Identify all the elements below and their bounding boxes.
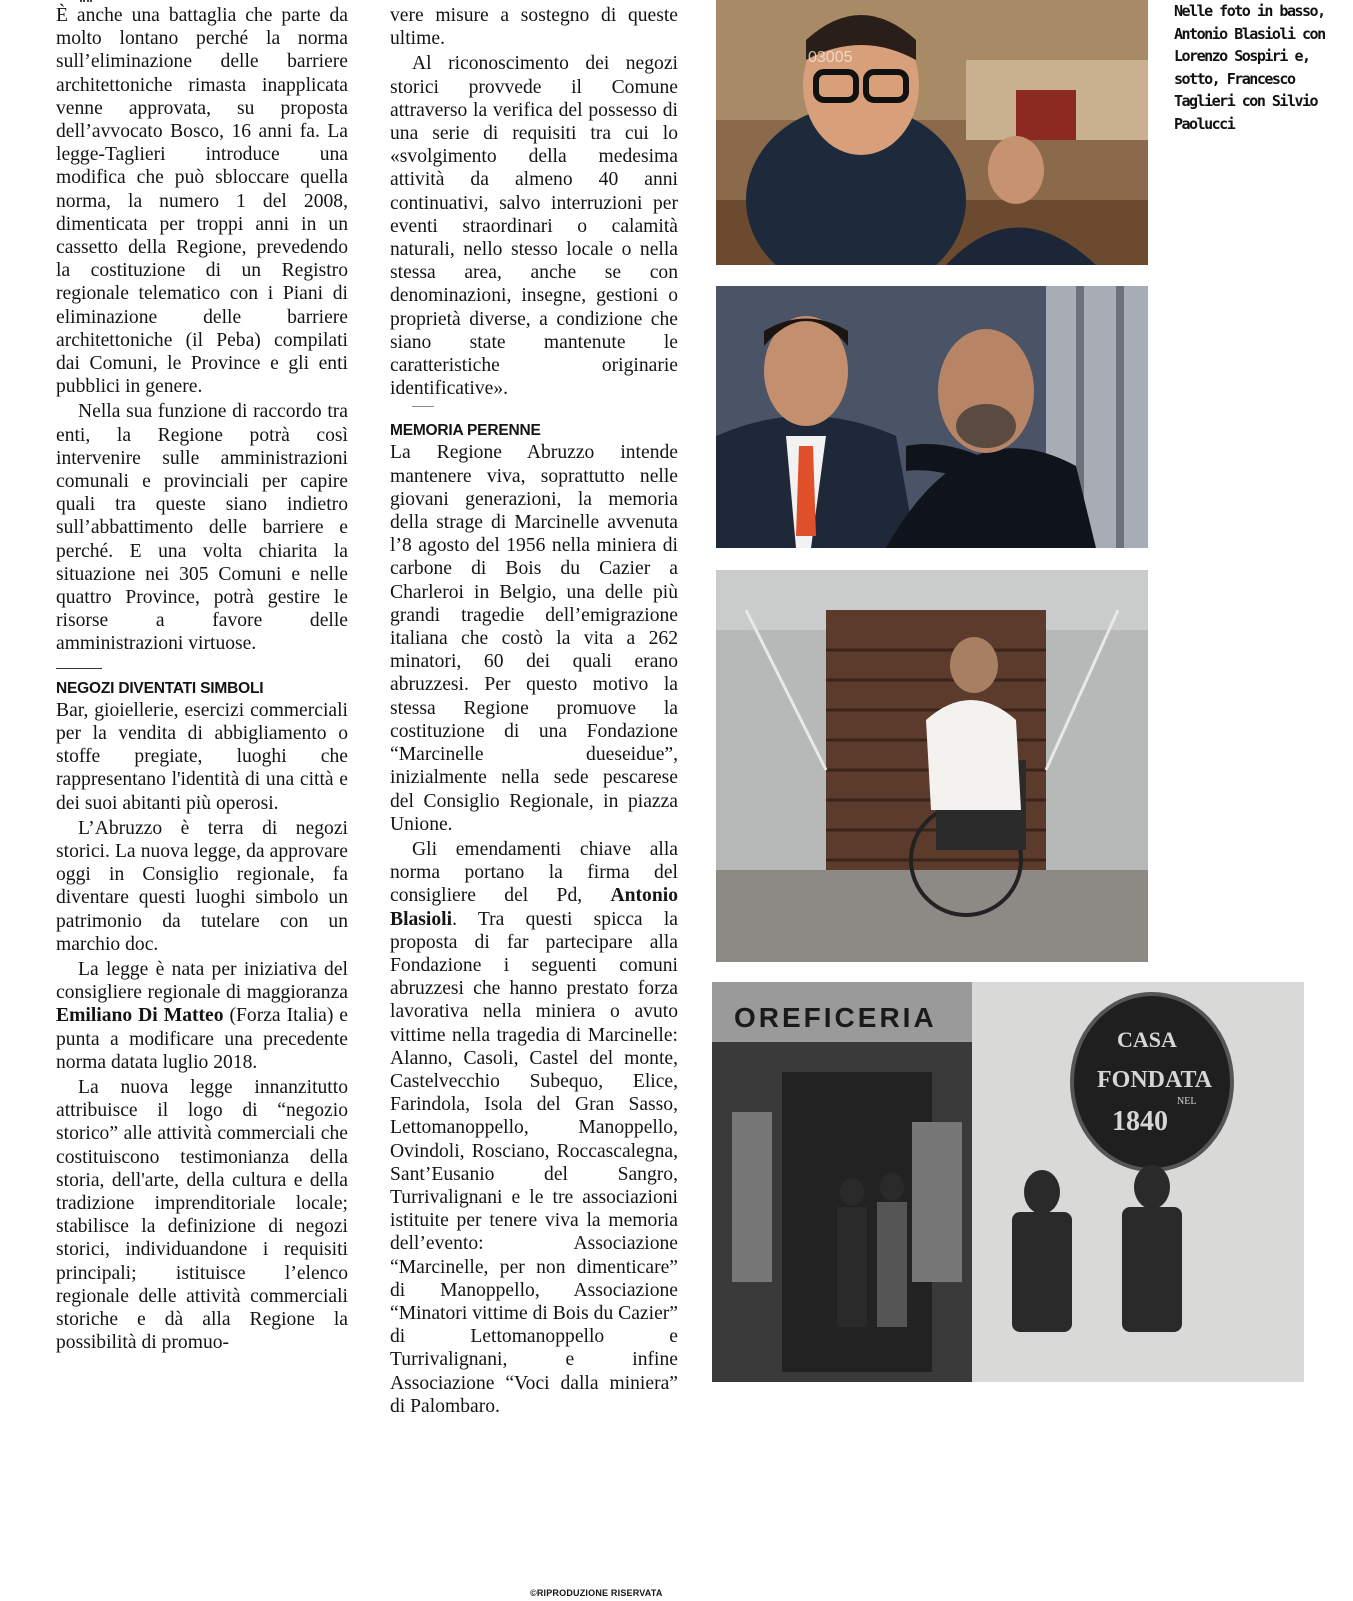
paragraph: È anche una battaglia che parte da molto lontano perché la norma sull’eliminazione delle barriere architettoniche rimasta inapplicata venne approvata, su proposta dell’avvocato Bosco, 16 anni fa. La legge-Taglieri introduce una modifica che può sbloccare quella norma, la numero 1 del 2008, dimenticata per troppi anni in un cassetto della Regione, prevedendo la costituzione di un Registro regionale telematico con i Piani di eliminazione delle barriere architettoniche (il Peba) compilati dai Comuni, le Province e gli enti pubblici in genere. — [56, 5, 348, 398]
section-divider — [56, 668, 102, 669]
section-divider — [412, 406, 434, 407]
text-run: . Tra questi spicca la proposta di far partecipare alla Fondazione i seguenti comuni abruzzesi che hanno prestato forza lavorativa nella miniera o avuto vittime nella tragedia di Marcinelle: Alanno, Casoli, Castel del monte, Castelvecchio Subequo, Elice, Farindola, Isola del Gran Sasso, Lettomanoppello, Manoppello, Ovindoli, Rosciano, Roccascalegna, Sant’Eusanio del Sangro, Turrivalignani e le tre associazioni istituite per tenere viva la memoria dell’evento: Associazione “Marcinelle, per non dimenticare” di Manoppello, Associazione “Minatori vittime di Bois du Cazier” di Lettomanoppello e Turrivalignani, e infine Associazione “Voci dalla miniera” di Palombaro. — [390, 908, 678, 1417]
photo-historic-shop — [712, 982, 1304, 1382]
section-heading-negozi: NEGOZI DIVENTATI SIMBOLI — [56, 679, 264, 697]
plaque-text: NEL — [1177, 1096, 1197, 1107]
article-column-2 — [390, 4, 678, 1420]
shop-sign-text: OREFICERIA — [734, 1002, 937, 1033]
paragraph — [56, 958, 348, 1074]
bold-name: Antonio Blasioli — [390, 885, 678, 930]
paragraph: vere misure a sostegno di queste ultime. — [390, 5, 678, 50]
plaque-text: CASA — [1117, 1027, 1177, 1052]
plaque-text: FONDATA — [1097, 1067, 1213, 1093]
photo-wheelchair-stairs — [716, 570, 1148, 962]
copyright-notice: ©RIPRODUZIONE RISERVATA — [530, 1588, 663, 1598]
paragraph: La Regione Abruzzo intende mantenere viva, soprattutto nelle giovani generazioni, la memoria della strage di Marcinelle avvenuta l’8 agosto del 1956 nella miniera di carbone di Bois du Cazier a Charleroi in Belgio, una delle più grandi tragedie dell’emigrazione italiana che costò la vita a 262 minatori, 60 dei quali erano abruzzesi. Per questo motivo la stessa Regione promuove la costituzione di una Fondazione “Marcinelle dueseidue”, inizialmente nella sede pescarese del Consiglio Regionale, in piazza Unione. — [390, 442, 678, 835]
plaque-year: 1840 — [1112, 1106, 1168, 1137]
text-run: Gli emendamenti chiave alla norma portano la firma del consigliere del Pd, — [390, 838, 678, 907]
section-heading-memoria: MEMORIA PERENNE — [390, 422, 541, 440]
paragraph: Al riconoscimento dei negozi storici provvede il Comune attraverso la verifica del possesso di una serie di requisiti tra cui lo «svolgimento della medesima attività da almeno 40 anni continuativi, salvo interruzioni per eventi straordinari o calamità naturali, nello stesso locale o nella stessa area, anche se con denominazioni, insegne, gestioni o proprietà diverse, a condizione che siano state mantenute le caratteristiche originarie identificative». — [390, 53, 678, 400]
text-run: La legge è nata per iniziativa del consigliere regionale di maggioranza — [56, 958, 348, 1004]
article-column-1 — [56, 4, 348, 1356]
paragraph: L’Abruzzo è terra di negozi storici. La nuova legge, da approvare oggi in Consiglio regionale, fa diventare questi luoghi simbolo un patrimonio da tutelare con un marchio doc. — [56, 817, 348, 955]
paragraph: Bar, gioiellerie, esercizi commerciali per la vendita di abbigliamento o stoffe pregiate, luoghi che rappresentano l'identità di una città e dei suoi abitanti più operosi. — [56, 699, 348, 814]
paragraph: La nuova legge innanzitutto attribuisce il logo di “negozio storico” alle attività commerciali che costituiscono testimonianza della storia, dell'arte, della cultura e della tradizione imprenditoriale locale; stabilisce la definizione di negozi storici, individuandone i requisiti principali; istituisce l’elenco regionale delle attività commerciali storiche e dà alla Regione la possibilità di promuo- — [56, 1076, 348, 1354]
bold-name: Emiliano Di Matteo — [56, 1005, 224, 1027]
photo-watermark: 03005 — [808, 49, 853, 66]
photo-caption: Nelle foto in basso, Antonio Blasioli con Lorenzo Sospiri e, sotto, Francesco Taglieri con Silvio Paolucci — [1174, 2, 1325, 133]
text-run: (Forza Italia) e punta a modificare una precedente norma datata luglio 2018. — [56, 1005, 349, 1073]
paragraph — [390, 838, 678, 1418]
photo-council-chamber — [716, 0, 1148, 265]
photo-two-men — [716, 286, 1148, 548]
paragraph: Nella sua funzione di raccordo tra enti, la Regione potrà così intervenire sulle amministrazioni comunali e provinciali per capire quali tra queste siano indietro sull’abbattimento delle barriere e perché. E una volta chiarita la situazione nei 305 Comuni e nelle quattro Province, potrà gestire le risorse a favore delle amministrazioni virtuose. — [56, 401, 348, 655]
